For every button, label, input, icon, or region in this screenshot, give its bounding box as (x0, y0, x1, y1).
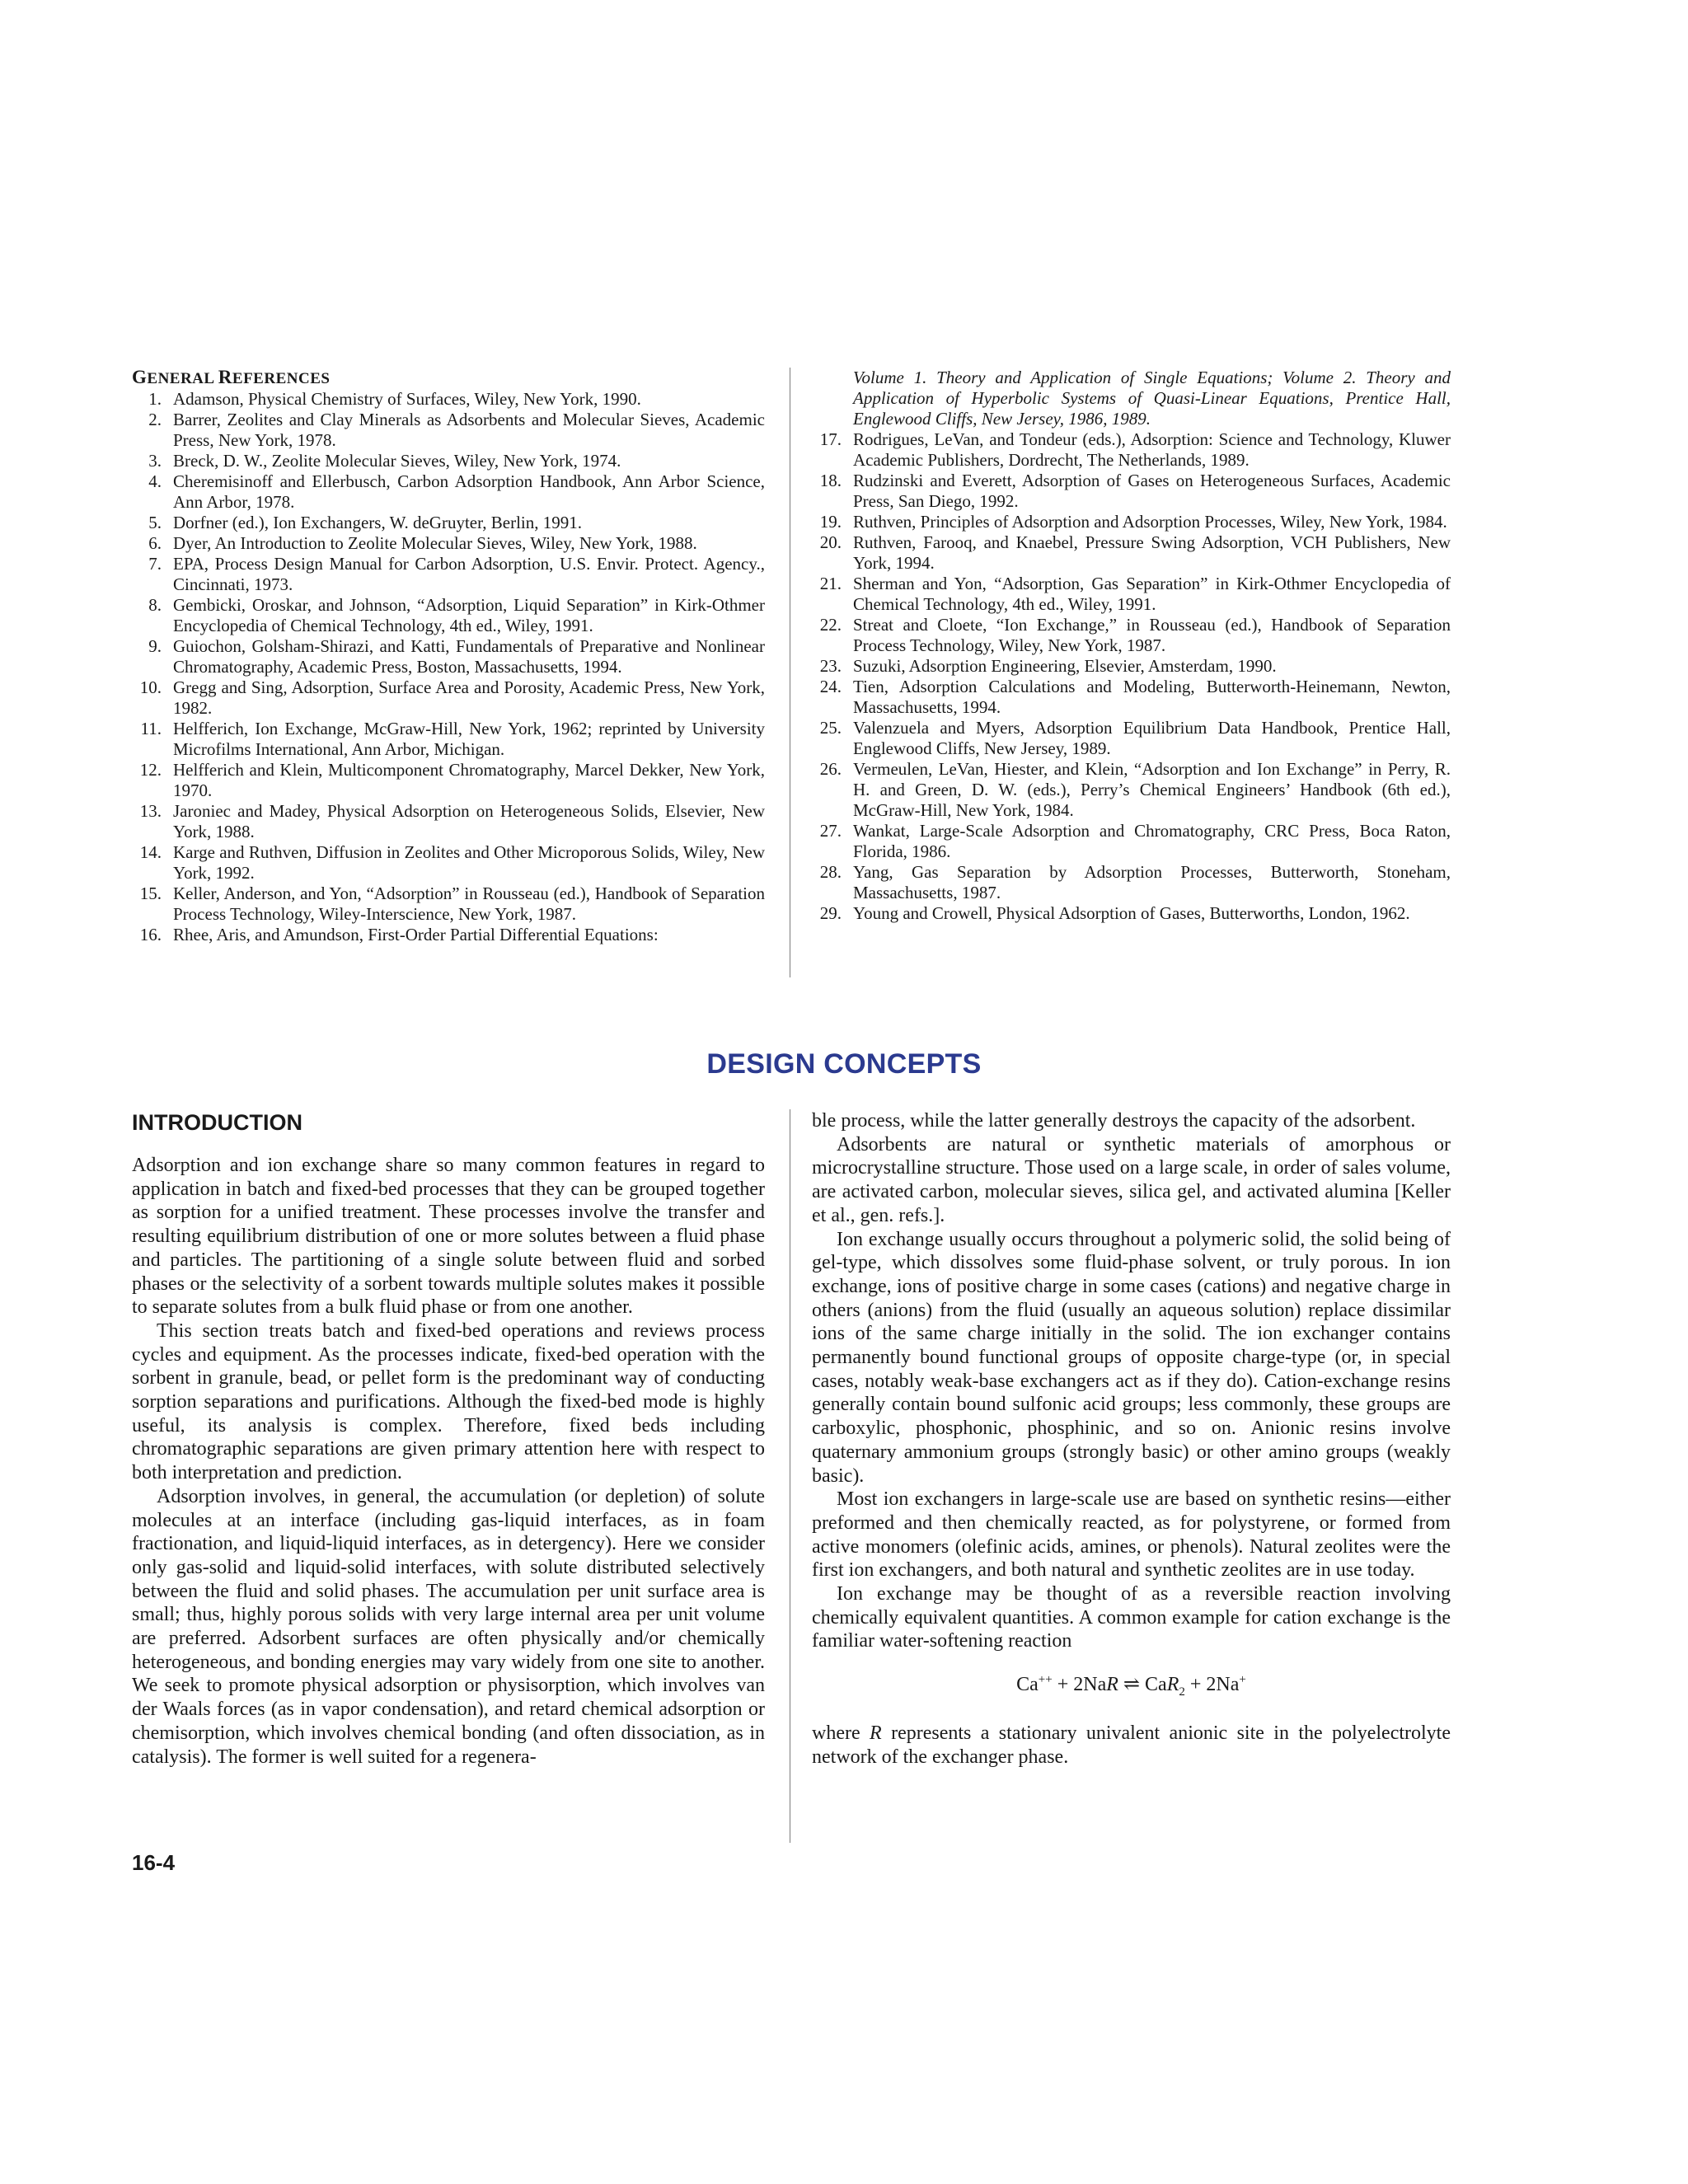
reference-item (132, 554, 765, 595)
reference-text: Streat and Cloete, “Ion Exchange,” in Rousseau (ed.), Handbook of Separation Process Technology, Wiley, New York, 1987. (853, 615, 1451, 655)
reference-number: 2. (148, 410, 162, 429)
introduction-right-column (812, 1109, 1451, 1769)
reference-text: Ruthven, Farooq, and Knaebel, Pressure Swing Adsorption, VCH Publishers, New York, 1994. (853, 532, 1451, 573)
general-references-left-column (132, 368, 765, 945)
reference-text: Cheremisinoff and Ellerbusch, Carbon Adsorption Handbook, Ann Arbor Science, Ann Arbor, 1978. (173, 471, 765, 512)
introduction-heading: INTRODUCTION (132, 1110, 302, 1135)
reference-text: Sherman and Yon, “Adsorption, Gas Separation” in Kirk-Othmer Encyclopedia of Chemical Technology, 4th ed., Wiley, 1991. (853, 574, 1451, 614)
reference-item (132, 719, 765, 760)
reference-item (132, 389, 765, 410)
reference-text: Dyer, An Introduction to Zeolite Molecular Sieves, Wiley, New York, 1988. (173, 533, 697, 553)
reference-text: Dorfner (ed.), Ion Exchangers, W. deGruyter, Berlin, 1991. (173, 513, 583, 532)
introduction-left-column (132, 1109, 765, 1769)
reference-number: 11. (140, 719, 162, 738)
reference-text: Breck, D. W., Zeolite Molecular Sieves, Wiley, New York, 1974. (173, 451, 621, 471)
reference-text: Guiochon, Golsham-Shirazi, and Katti, Fundamentals of Preparative and Nonlinear Chromatography, Academic Press, Boston, Massachusetts, 1994. (173, 636, 765, 677)
reference-text: Vermeulen, LeVan, Hiester, and Klein, “Adsorption and Ion Exchange” in Perry, R. H. and Green, D. W. (eds.), Perry’s Chemical Engineers’ Handbook (6th ed.), McGraw-Hill, New York, 1984. (853, 759, 1451, 820)
reference-number: 9. (148, 636, 162, 656)
reference-text: Gembicki, Oroskar, and Johnson, “Adsorption, Liquid Separation” in Kirk-Othmer Encyclopedia of Chemical Technology, 4th ed., Wiley, 1991. (173, 595, 765, 635)
reference-16-continuation: Volume 1. Theory and Application of Single Equations; Volume 2. Theory and Application of Hyperbolic Systems of Quasi-Linear Equations, Prentice Hall, Englewood Cliffs, New Jersey, 1986, 1989. (853, 368, 1451, 429)
reference-item (812, 718, 1451, 759)
reference-item (812, 759, 1451, 821)
reference-number: 20. (819, 532, 842, 552)
reference-item (132, 451, 765, 471)
reference-number: 21. (819, 574, 842, 593)
paragraph: Ion exchange usually occurs throughout a polymeric solid, the solid being of gel-type, which dissolves some fluid-phase solvent, or truly porous. In ion exchange, ions of positive charge in some cases (cations) and negative charge in others (anions) from the fluid (usually an aqueous solution) replace dissimilar ions of the same charge initially in the solid. The ion exchanger contains permanently bound functional groups of opposite charge-type (or, in special cases, notably weak-base exchangers act as if they do). Cation-exchange resins generally contain bound sulfonic acid groups; less commonly, these groups are carboxylic, phosphonic, phosphinic, and so on. Anionic resins involve quaternary ammonium groups (strongly basic) or other amino groups (weakly basic). (812, 1228, 1451, 1487)
reference-item (132, 595, 765, 636)
reference-number: 23. (819, 656, 842, 676)
reference-item (812, 471, 1451, 512)
paragraph: Adsorption and ion exchange share so many common features in regard to application in batch and fixed-bed processes that they can be grouped together as sorption for a unified treatment. These processes involve the transfer and resulting equilibrium distribution of one or more solutes between a fluid phase and particles. The partitioning of a single solute between fluid and sorbed phases or the selectivity of a sorbent towards multiple solutes makes it possible to separate solutes from a bulk fluid phase or from one another. (132, 1155, 765, 1319)
general-references-heading: GENERAL REFERENCES (132, 367, 331, 387)
paragraph: Adsorption involves, in general, the accumulation (or depletion) of solute molecules at an interface (including gas-liquid interfaces, as in foam fractionation, and liquid-liquid interfaces, as in detergency). Here we consider only gas-solid and liquid-solid interfaces, with solute distributed selectively between the fluid and solid phases. The accumulation per unit surface area is small; thus, highly porous solids with very large internal area per unit volume are preferred. Adsorbent surfaces are often physically and/or chemically heterogeneous, and bonding energies may vary widely from one site to another. We seek to promote physical adsorption or physisorption, which involves van der Waals forces (as in vapor condensation), and retard chemical adsorption or chemisorption, which involves chemical bonding (and often dissociation, as in catalysis). The former is well suited for a regenera- (132, 1485, 765, 1768)
reference-text: Helfferich and Klein, Multicomponent Chromatography, Marcel Dekker, New York, 1970. (173, 760, 765, 800)
reference-item (132, 533, 765, 554)
reference-number: 10. (139, 677, 162, 697)
reference-item (812, 429, 1451, 471)
reference-text: Gregg and Sing, Adsorption, Surface Area and Porosity, Academic Press, New York, 1982. (173, 677, 765, 718)
reference-number: 22. (819, 615, 842, 635)
reference-text: Karge and Ruthven, Diffusion in Zeolites and Other Microporous Solids, Wiley, New York, 1992. (173, 842, 765, 883)
reference-text: Young and Crowell, Physical Adsorption of Gases, Butterworths, London, 1962. (853, 903, 1410, 923)
reference-item (812, 677, 1451, 718)
paragraph: Most ion exchangers in large-scale use are based on synthetic resins—either preformed and then chemically reacted, as for polystyrene, or formed from active monomers (olefinic acids, amines, or phenols). Natural zeolites were the first ion exchangers, and both natural and synthetic zeolites are in use today. (812, 1488, 1451, 1582)
reference-text: EPA, Process Design Manual for Carbon Adsorption, U.S. Envir. Protect. Agency., Cincinnati, 1973. (173, 554, 765, 594)
reference-item (132, 925, 765, 945)
reference-item (132, 513, 765, 533)
reference-item (132, 842, 765, 883)
general-references-right-column (812, 368, 1451, 924)
reference-number: 26. (819, 759, 842, 779)
reference-text: Rhee, Aris, and Amundson, First-Order Partial Differential Equations: (173, 925, 659, 944)
reference-item (132, 471, 765, 513)
paragraph: where R represents a stationary univalent anionic site in the polyelectrolyte network of the exchanger phase. (812, 1722, 1451, 1768)
paragraph: Ion exchange may be thought of as a reversible reaction involving chemically equivalent quantities. A common example for cation exchange is the familiar water-softening reaction (812, 1583, 1451, 1652)
reference-text: Valenzuela and Myers, Adsorption Equilibrium Data Handbook, Prentice Hall, Englewood Cliffs, New Jersey, 1989. (853, 718, 1451, 758)
reference-item (812, 615, 1451, 656)
reference-number: 3. (148, 451, 162, 471)
reference-item (812, 656, 1451, 677)
reference-number: 24. (819, 677, 842, 696)
reference-list-right (812, 429, 1451, 924)
reference-item (132, 760, 765, 801)
reference-number: 16. (139, 925, 162, 944)
reference-text: Wankat, Large-Scale Adsorption and Chromatography, CRC Press, Boca Raton, Florida, 1986. (853, 821, 1451, 861)
reference-item (812, 862, 1451, 903)
reference-text: Rodrigues, LeVan, and Tondeur (eds.), Adsorption: Science and Technology, Kluwer Academic Publishers, Dordrecht, The Netherlands, 1989. (853, 429, 1451, 470)
reference-text: Jaroniec and Madey, Physical Adsorption on Heterogeneous Solids, Elsevier, New York, 1988. (173, 801, 765, 841)
reference-number: 5. (148, 513, 162, 532)
reference-text: Adamson, Physical Chemistry of Surfaces, Wiley, New York, 1990. (173, 389, 641, 409)
reference-number: 7. (148, 554, 162, 574)
reference-number: 1. (148, 389, 162, 409)
page-number: 16-4 (132, 1850, 176, 1875)
reference-number: 28. (819, 862, 842, 882)
reference-number: 13. (139, 801, 162, 821)
reference-number: 4. (148, 471, 162, 491)
paragraph: ble process, while the latter generally destroys the capacity of the adsorbent. (812, 1110, 1416, 1132)
reference-text: Yang, Gas Separation by Adsorption Processes, Butterworth, Stoneham, Massachusetts, 1987. (853, 862, 1451, 902)
reference-number: 29. (819, 903, 842, 923)
reference-item (132, 677, 765, 719)
reference-item (812, 821, 1451, 862)
reference-number: 6. (148, 533, 162, 553)
water-softening-equation: Ca++ + 2NaR ⇌ CaR$_2$ + 2Na+ (1016, 1673, 1246, 1699)
paragraph: This section treats batch and fixed-bed operations and reviews process cycles and equipment. As the processes indicate, fixed-bed operation with the sorbent in granule, bead, or pellet form is the predominant way of conducting sorption separations and purifications. Although the fixed-bed mode is highly useful, its analysis is complex. Therefore, fixed beds including chromatographic separations are given primary attention here with respect to both interpretation and prediction. (132, 1319, 765, 1484)
reference-number: 27. (819, 821, 842, 841)
reference-text: Keller, Anderson, and Yon, “Adsorption” in Rousseau (ed.), Handbook of Separation Process Technology, Wiley-Interscience, New York, 1987. (173, 883, 765, 924)
reference-text: Barrer, Zeolites and Clay Minerals as Adsorbents and Molecular Sieves, Academic Press, New York, 1978. (173, 410, 765, 450)
reference-item (812, 903, 1451, 924)
reference-number: 15. (139, 883, 162, 903)
reference-number: 25. (819, 718, 842, 738)
reference-number: 8. (148, 595, 162, 615)
reference-item (132, 636, 765, 677)
reference-item (132, 410, 765, 451)
reference-text: Ruthven, Principles of Adsorption and Adsorption Processes, Wiley, New York, 1984. (853, 512, 1447, 532)
reference-number: 14. (139, 842, 162, 862)
paragraph: Adsorbents are natural or synthetic materials of amorphous or microcrystalline structure. Those used on a large scale, in order of sales volume, are activated carbon, molecular sieves, silica gel, and activated alumina [Keller et al., gen. refs.]. (812, 1133, 1451, 1226)
reference-item (812, 512, 1451, 532)
reference-text: Suzuki, Adsorption Engineering, Elsevier, Amsterdam, 1990. (853, 656, 1277, 676)
reference-number: 18. (819, 471, 842, 490)
reference-number: 12. (139, 760, 162, 780)
section-title: DESIGN CONCEPTS (706, 1048, 982, 1080)
reference-text: Helfferich, Ion Exchange, McGraw-Hill, New York, 1962; reprinted by University Microfilms International, Ann Arbor, Michigan. (173, 719, 765, 759)
reference-item (812, 532, 1451, 574)
reference-number: 17. (819, 429, 842, 449)
reference-item (132, 801, 765, 842)
reference-text: Tien, Adsorption Calculations and Modeling, Butterworth-Heinemann, Newton, Massachusetts, 1994. (853, 677, 1451, 717)
reference-number: 19. (819, 512, 842, 532)
reference-item (812, 574, 1451, 615)
reference-item (132, 883, 765, 925)
reference-text: Rudzinski and Everett, Adsorption of Gases on Heterogeneous Surfaces, Academic Press, San Diego, 1992. (853, 471, 1451, 511)
reference-list-left (132, 389, 765, 945)
